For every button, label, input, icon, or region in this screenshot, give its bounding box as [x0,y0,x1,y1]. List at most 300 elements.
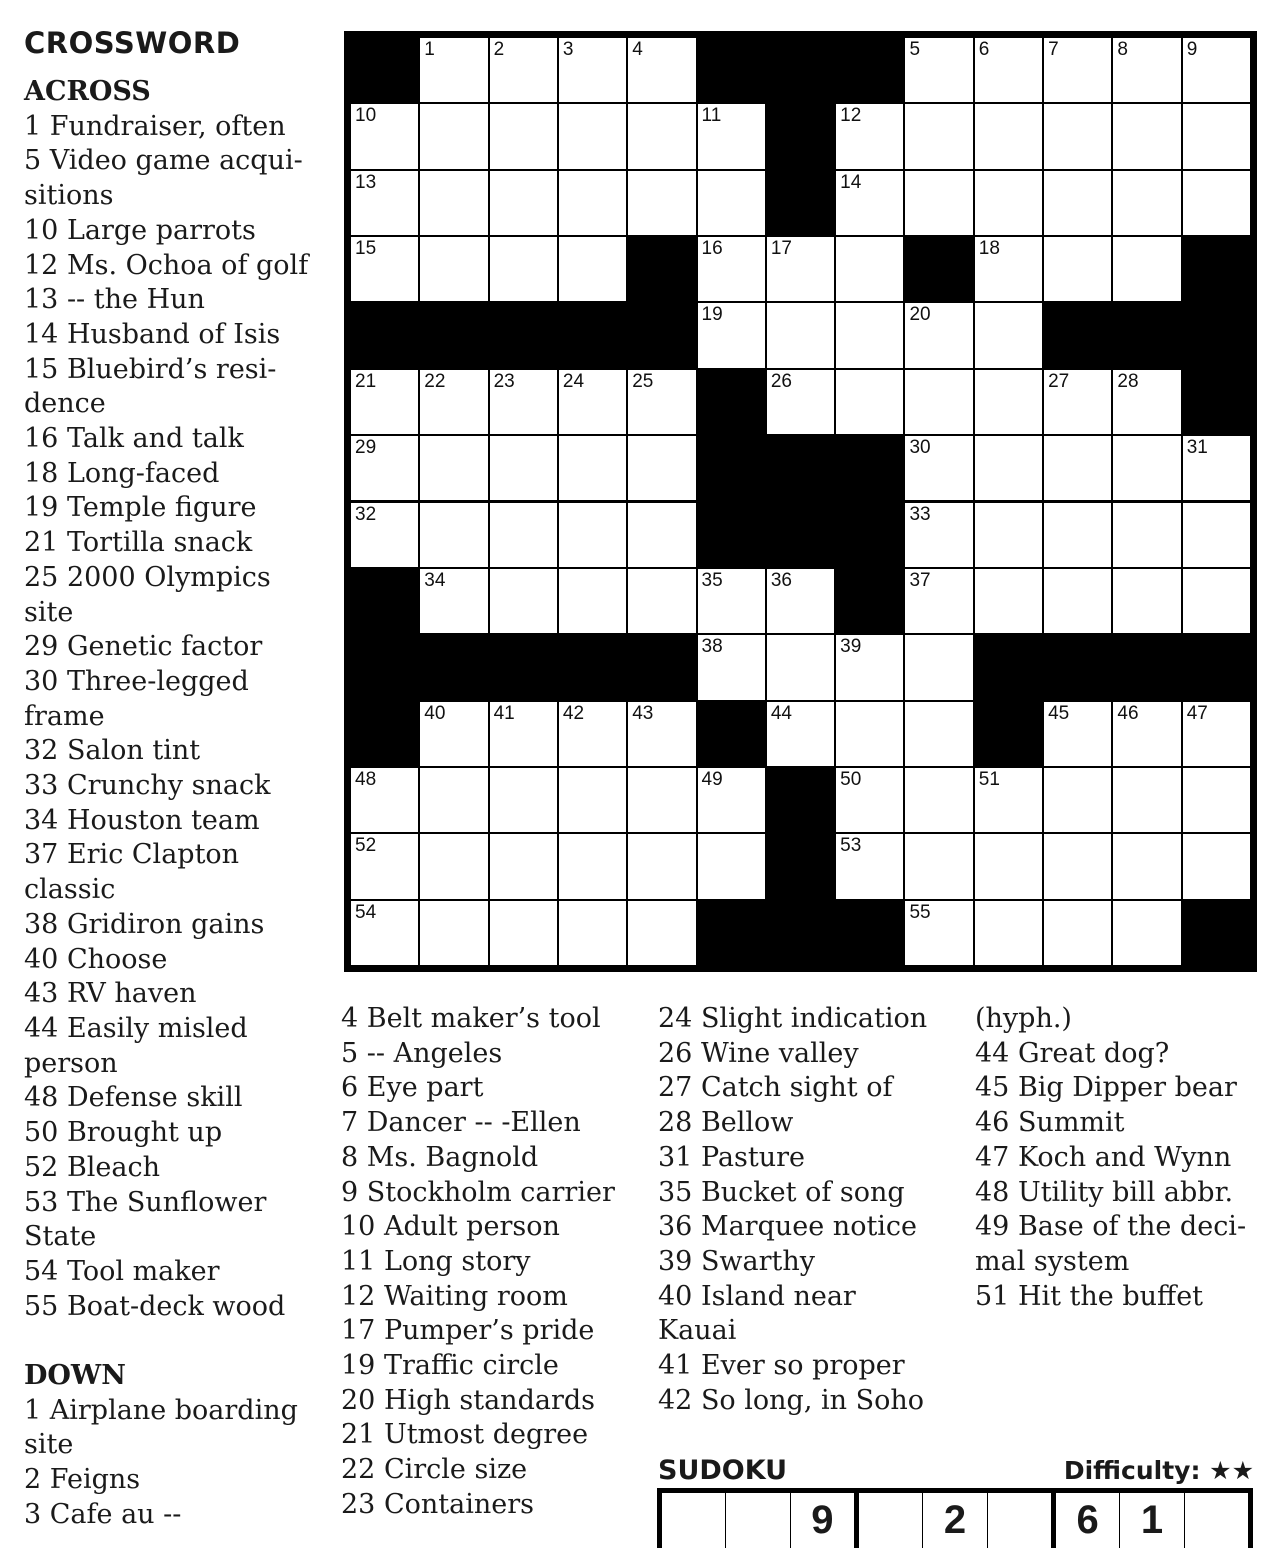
clue-number: 14 [840,171,862,193]
clue-line: 39 Swarthy [658,1245,816,1277]
grid-cell[interactable] [628,370,695,434]
grid-cell[interactable] [490,503,557,567]
grid-cell[interactable] [1183,503,1250,567]
black-square [351,702,418,766]
grid-cell[interactable] [490,38,557,102]
black-square [628,635,695,699]
grid-cell[interactable] [1044,370,1111,434]
black-square [767,768,834,832]
grid-cell[interactable] [628,38,695,102]
grid-cell[interactable] [905,503,972,567]
grid-cell[interactable] [559,702,626,766]
clue-line: (hyph.) [975,1003,1072,1034]
black-square [767,901,834,965]
clue-line: 24 Slight indication [658,1003,928,1034]
clue-line: 42 So long, in Soho [658,1384,925,1416]
grid-cell[interactable] [628,702,695,766]
clue-line: 18 Long-faced [24,457,220,489]
clue-number: 27 [1048,370,1070,392]
clue-line: 4 Belt maker’s tool [341,1003,601,1034]
grid-cell[interactable] [559,768,626,832]
clue-number: 25 [632,370,654,392]
clue-number: 42 [562,702,585,724]
grid-cell[interactable] [1183,38,1250,102]
clue-line: 13 -- the Hun [24,284,205,316]
grid-cell[interactable] [559,569,626,633]
clue-line: 55 Boat-deck wood [24,1290,286,1322]
clue-line: 10 Adult person [341,1211,560,1243]
black-square [559,303,626,367]
grid-cell[interactable] [1183,569,1250,633]
clue-line: 27 Catch sight of [658,1072,893,1104]
grid-cell[interactable] [836,635,903,699]
grid-cell[interactable] [351,104,418,168]
black-square [767,834,834,898]
black-square [351,303,418,367]
grid-cell[interactable] [559,104,626,168]
grid-cell[interactable] [1183,702,1250,766]
sudoku-cell[interactable] [726,1493,790,1548]
clue-number: 9 [1186,39,1198,60]
black-square [1113,303,1180,367]
clue-line: 12 Ms. Ochoa of golf [24,249,309,281]
clue-line: State [24,1221,97,1253]
black-square [1113,635,1180,699]
clue-number: 47 [1186,702,1208,724]
clue-line: 16 Talk and talk [24,423,244,455]
grid-cell[interactable] [905,901,972,965]
clue-number: 40 [424,702,446,724]
sudoku-cell[interactable] [859,1493,923,1548]
grid-cell[interactable] [767,370,834,434]
clue-number: 22 [424,370,446,392]
black-square [420,635,487,699]
clue-number: 23 [493,370,515,392]
grid-cell[interactable] [559,901,626,965]
clue-number: 20 [909,304,931,326]
clue-number: 31 [1186,437,1208,459]
clue-number: 53 [840,835,862,857]
black-square [836,569,903,633]
clue-number: 18 [978,238,1000,260]
clue-line: 47 Koch and Wynn [975,1141,1232,1173]
clue-line: 12 Waiting room [341,1280,568,1312]
grid-cell[interactable] [420,901,487,965]
clue-line: 30 Three-legged [24,665,249,697]
down-clues-col4 [975,1002,1275,1314]
grid-cell[interactable] [975,768,1042,832]
clue-number: 54 [355,901,377,923]
black-square [698,901,765,965]
grid-cell[interactable] [559,503,626,567]
grid-cell[interactable] [420,702,487,766]
clue-line: classic [24,874,116,906]
clue-number: 2 [493,39,505,60]
grid-cell[interactable] [905,303,972,367]
clue-number: 1 [424,39,435,60]
grid-cell[interactable] [351,237,418,301]
black-square [559,635,626,699]
grid-cell[interactable] [628,901,695,965]
clue-line: 44 Easily misled [24,1012,248,1044]
clue-line: 21 Tortilla snack [24,527,253,559]
grid-cell[interactable] [905,436,972,500]
grid-cell[interactable] [490,370,557,434]
across-clues [24,75,324,1533]
clue-number: 50 [840,768,862,790]
clue-line: 1 Airplane boarding [24,1394,298,1426]
clue-line: 17 Pumper’s pride [341,1315,595,1347]
clue-number: 26 [770,370,792,392]
clue-line: 45 Big Dipper bear [975,1072,1237,1104]
clue-line: 1 Fundraiser, often [24,110,286,142]
down-clues-col3 [658,1002,968,1418]
grid-cell[interactable] [420,104,487,168]
grid-cell[interactable] [490,569,557,633]
clue-line: 7 Dancer -- -Ellen [341,1107,581,1139]
clue-number: 30 [909,437,931,459]
grid-cell[interactable] [905,635,972,699]
clue-number: 48 [355,768,377,790]
clue-number: 33 [909,503,931,525]
clue-line: 35 Bucket of song [658,1176,905,1208]
grid-cell[interactable] [1183,768,1250,832]
sudoku-cell[interactable]: 2 [923,1493,987,1548]
grid-cell[interactable] [628,768,695,832]
grid-cell[interactable] [836,370,903,434]
clue-line: 3 Cafe au -- [24,1498,182,1530]
grid-cell[interactable] [420,503,487,567]
black-square [698,503,765,567]
clue-number: 38 [701,636,723,658]
clue-line: 40 Island near [658,1280,856,1312]
clue-line: site [24,596,74,628]
black-square [351,569,418,633]
grid-cell[interactable] [905,768,972,832]
grid-cell[interactable] [836,303,903,367]
clue-number: 11 [701,105,722,127]
crossword-title: CROSSWORD [24,26,241,60]
clue-number: 16 [701,238,723,260]
grid-cell[interactable] [351,503,418,567]
clue-line: 23 Containers [341,1488,534,1520]
clue-line: 31 Pasture [658,1141,805,1173]
clue-number: 13 [355,171,377,193]
clue-number: 4 [632,39,643,60]
grid-cell[interactable] [351,171,418,235]
grid-cell[interactable] [1113,901,1180,965]
clue-line: 36 Marquee notice [658,1211,918,1243]
clue-line: 19 Traffic circle [341,1350,559,1382]
grid-cell[interactable] [628,104,695,168]
grid-cell[interactable] [1113,503,1180,567]
grid-cell[interactable] [1113,104,1180,168]
clue-number: 36 [770,569,792,591]
grid-cell[interactable] [905,171,972,235]
sudoku-cell[interactable]: 6 [1056,1493,1120,1548]
clue-line: 51 Hit the buffet [975,1280,1204,1312]
black-square [1183,370,1250,434]
black-square [698,702,765,766]
black-square [351,38,418,102]
clue-number: 10 [355,105,377,127]
grid-cell[interactable] [1183,104,1250,168]
grid-cell[interactable] [628,171,695,235]
grid-cell[interactable] [351,901,418,965]
clue-line: frame [24,700,105,732]
grid-cell[interactable] [351,834,418,898]
grid-cell[interactable] [975,569,1042,633]
clue-line: 52 Bleach [24,1151,161,1183]
grid-cell[interactable] [905,104,972,168]
grid-cell[interactable] [1113,569,1180,633]
grid-cell[interactable] [905,370,972,434]
clue-line: 9 Stockholm carrier [341,1176,615,1208]
clue-number: 37 [909,569,931,591]
clue-number: 49 [701,768,723,790]
grid-cell[interactable] [836,768,903,832]
grid-cell[interactable] [490,237,557,301]
grid-cell[interactable] [975,237,1042,301]
grid-cell[interactable] [490,104,557,168]
clue-line: 8 Ms. Bagnold [341,1141,539,1173]
grid-cell[interactable] [1044,38,1111,102]
grid-cell[interactable] [975,303,1042,367]
clue-line: site [24,1429,74,1461]
black-square [351,635,418,699]
clue-number: 24 [562,370,585,392]
grid-cell[interactable] [559,436,626,500]
grid-cell[interactable] [698,635,765,699]
clue-line: mal system [975,1245,1130,1277]
grid-cell[interactable] [420,768,487,832]
black-square [628,237,695,301]
grid-cell[interactable] [1113,370,1180,434]
black-square [836,901,903,965]
clue-line: 34 Houston team [24,804,260,836]
clue-number: 3 [562,39,574,60]
grid-cell[interactable] [490,171,557,235]
clue-number: 44 [770,702,792,724]
grid-cell[interactable] [975,171,1042,235]
clue-line: 15 Bluebird’s resi- [24,353,277,385]
grid-cell[interactable] [698,171,765,235]
down-clue-list-col1 [24,1394,324,1533]
grid-cell[interactable] [351,768,418,832]
grid-cell[interactable] [836,171,903,235]
clue-number: 15 [355,238,377,260]
sudoku-cell[interactable] [988,1493,1056,1548]
grid-cell[interactable] [1044,768,1111,832]
grid-cell[interactable] [490,702,557,766]
grid-cell[interactable] [836,237,903,301]
grid-cell[interactable] [698,237,765,301]
clue-number: 32 [355,503,377,525]
clue-number: 29 [355,437,377,459]
black-square [490,303,557,367]
grid-cell[interactable] [628,569,695,633]
clue-number: 51 [978,768,1000,790]
black-square [1044,635,1111,699]
black-square [1183,901,1250,965]
sudoku-title: SUDOKU [658,1455,788,1486]
clue-number: 45 [1048,702,1070,724]
clue-line: person [24,1047,118,1079]
clue-line: sitions [24,180,114,212]
clue-line: 48 Defense skill [24,1082,243,1114]
clue-line: 26 Wine valley [658,1037,859,1069]
clue-line: 43 RV haven [24,978,197,1010]
sudoku-cell[interactable] [662,1493,726,1548]
grid-cell[interactable] [1044,569,1111,633]
grid-cell[interactable] [420,569,487,633]
clue-number: 39 [840,636,862,658]
grid-cell[interactable] [1044,436,1111,500]
grid-cell[interactable] [559,370,626,434]
black-square [767,38,834,102]
black-square [975,635,1042,699]
clue-number: 7 [1048,39,1059,60]
clue-line: 19 Temple figure [24,492,257,524]
grid-cell[interactable] [698,303,765,367]
grid-cell[interactable] [628,834,695,898]
black-square [1183,237,1250,301]
grid-cell[interactable] [836,104,903,168]
clue-line: dence [24,388,106,420]
grid-cell[interactable] [420,38,487,102]
clue-line: 28 Bellow [658,1107,794,1139]
clue-number: 19 [701,304,723,326]
grid-cell[interactable] [698,569,765,633]
grid-cell[interactable] [1044,104,1111,168]
clue-line: 48 Utility bill abbr. [975,1176,1234,1208]
grid-cell[interactable] [698,104,765,168]
grid-cell[interactable] [975,370,1042,434]
grid-cell[interactable] [698,834,765,898]
sudoku-grid [657,1488,1253,1548]
grid-cell[interactable] [1044,702,1111,766]
clue-line: 5 -- Angeles [341,1037,503,1069]
grid-cell[interactable] [1113,768,1180,832]
grid-cell[interactable] [628,436,695,500]
black-square [698,38,765,102]
grid-cell[interactable] [1113,834,1180,898]
grid-cell[interactable] [1113,38,1180,102]
grid-cell[interactable] [490,834,557,898]
grid-cell[interactable] [975,901,1042,965]
grid-cell[interactable] [420,237,487,301]
grid-cell[interactable] [836,834,903,898]
grid-cell[interactable] [767,635,834,699]
grid-cell[interactable] [490,901,557,965]
crossword-grid [344,31,1257,972]
grid-cell[interactable] [767,702,834,766]
grid-cell[interactable] [905,38,972,102]
black-square [905,237,972,301]
grid-cell[interactable] [1044,171,1111,235]
clue-number: 28 [1117,370,1139,392]
grid-cell[interactable] [1113,702,1180,766]
grid-cell[interactable] [767,569,834,633]
clue-line: 53 The Sunflower [24,1186,267,1218]
grid-cell[interactable] [559,237,626,301]
grid-cell[interactable] [351,370,418,434]
grid-cell[interactable] [836,702,903,766]
grid-cell[interactable] [905,569,972,633]
grid-cell[interactable] [975,104,1042,168]
clue-line: 41 Ever so proper [658,1350,905,1382]
clue-line: Kauai [658,1315,737,1347]
grid-cell[interactable] [1044,503,1111,567]
grid-cell[interactable] [490,768,557,832]
clue-line: 49 Base of the deci- [975,1211,1247,1243]
grid-cell[interactable] [559,171,626,235]
grid-cell[interactable] [1044,834,1111,898]
grid-cell[interactable] [628,503,695,567]
grid-cell[interactable] [767,237,834,301]
across-clue-list [24,110,324,1325]
grid-cell[interactable] [490,436,557,500]
grid-cell[interactable] [975,436,1042,500]
clue-number: 41 [493,702,515,724]
grid-cell[interactable] [559,834,626,898]
clue-number: 5 [909,39,921,60]
down-header: DOWN [24,1360,126,1391]
grid-cell[interactable] [1183,834,1250,898]
sudoku-difficulty: Difficulty: ★★ [1063,1456,1254,1485]
clue-number: 52 [355,835,377,857]
grid-cell[interactable] [351,436,418,500]
grid-cell[interactable] [905,834,972,898]
clue-line: 46 Summit [975,1107,1125,1139]
grid-cell[interactable] [420,171,487,235]
clue-line: 37 Eric Clapton [24,839,240,871]
grid-cell[interactable] [767,303,834,367]
clue-number: 43 [632,702,654,724]
grid-cell[interactable] [698,768,765,832]
black-square [1044,303,1111,367]
black-square [975,702,1042,766]
grid-cell[interactable] [975,38,1042,102]
black-square [767,436,834,500]
clue-line: 40 Choose [24,943,168,975]
grid-cell[interactable] [1044,237,1111,301]
grid-cell[interactable] [905,702,972,766]
grid-cell[interactable] [1183,436,1250,500]
black-square [767,171,834,235]
grid-cell[interactable] [1113,171,1180,235]
black-square [698,436,765,500]
grid-cell[interactable] [1113,237,1180,301]
clue-number: 8 [1117,39,1128,60]
down-clues-col2 [341,1002,651,1523]
sudoku-cell[interactable] [1185,1493,1248,1548]
grid-cell[interactable] [420,436,487,500]
black-square [420,303,487,367]
grid-cell[interactable] [559,38,626,102]
grid-cell[interactable] [1183,171,1250,235]
grid-cell[interactable] [420,834,487,898]
grid-cell[interactable] [1044,901,1111,965]
clue-line: 10 Large parrots [24,214,256,246]
grid-cell[interactable] [975,834,1042,898]
sudoku-cell[interactable]: 9 [791,1493,859,1548]
grid-cell[interactable] [420,370,487,434]
grid-cell[interactable] [975,503,1042,567]
clue-line: 29 Genetic factor [24,631,263,663]
sudoku-cell[interactable]: 1 [1120,1493,1184,1548]
grid-cell[interactable] [1113,436,1180,500]
